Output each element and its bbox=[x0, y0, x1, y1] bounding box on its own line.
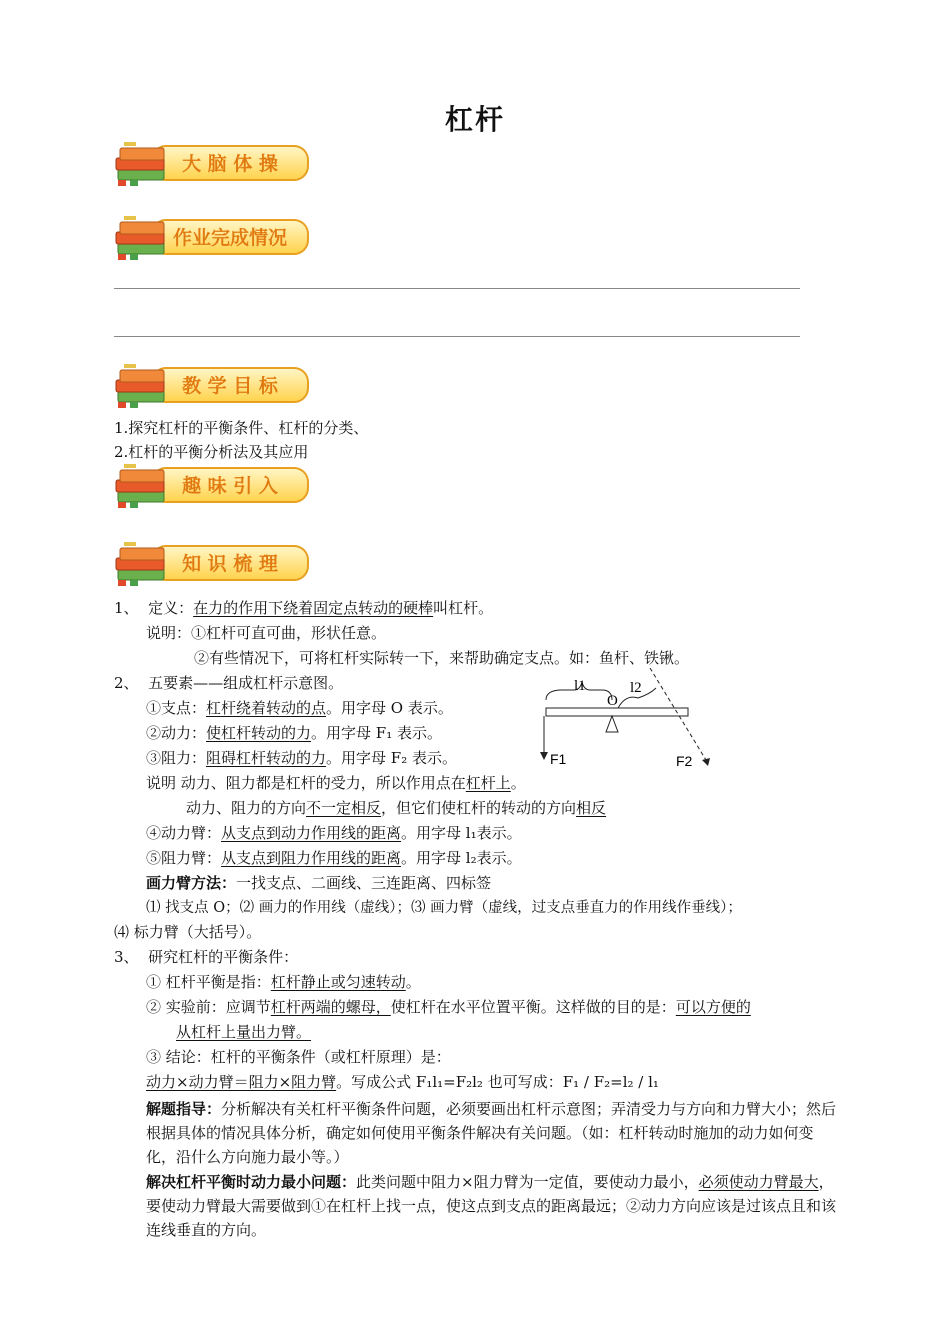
l1-label: l1 bbox=[574, 678, 586, 694]
bold-label: 解决杠杆平衡时动力最小问题： bbox=[146, 1173, 357, 1191]
text: 。用字母 l₂表示。 bbox=[401, 849, 522, 867]
point-line bbox=[146, 972, 421, 992]
underlined-text: 使杠杆转动的力 bbox=[206, 724, 312, 742]
guide-paragraph bbox=[146, 1097, 838, 1169]
note-line: 说明：①杠杆可直可曲，形状任意。 bbox=[146, 624, 387, 642]
section-banner-brain-exercise bbox=[114, 140, 314, 190]
books-icon bbox=[114, 214, 314, 264]
fulcrum bbox=[606, 716, 618, 732]
books-icon bbox=[114, 140, 314, 190]
text: 说明 动力、阻力都是杠杆的受力，所以作用点在 bbox=[146, 774, 466, 792]
text: ③阻力： bbox=[146, 749, 207, 767]
text: 使杠杆在水平位置平衡。这样做的目的是： bbox=[390, 998, 676, 1016]
underlined-text: 杠杆绕着转动的点 bbox=[206, 699, 327, 717]
underlined-text: 在力的作用下绕着固定点转动的硬棒 bbox=[193, 599, 434, 617]
underlined-text: 可以方便的 bbox=[675, 998, 751, 1016]
text: 分析解决有关杠杆平衡条件问题，必须要画出杠杆示意图；弄清受力与方向和力臂大小；然后根据具体的情况具体分析，确定如何使用平衡条件解决有关问题。（如：杠杆转动时施加的动力如何变化，沿什么方向施力最小等。） bbox=[146, 1100, 837, 1166]
f1-arrowhead bbox=[540, 752, 548, 760]
note-line bbox=[186, 798, 606, 818]
text: ①支点： bbox=[146, 699, 207, 717]
element-line bbox=[146, 848, 522, 868]
f2-arrowhead bbox=[702, 758, 710, 766]
note-line: ②有些情况下，可将杠杆实际转一下，来帮助确定支点。如：鱼杆、铁锹。 bbox=[194, 649, 690, 667]
section-banner-intro bbox=[114, 462, 314, 512]
lever-bar bbox=[546, 708, 688, 716]
point-line: ③ 结论：杠杆的平衡条件（或杠杆原理）是： bbox=[146, 1048, 451, 1066]
element-line bbox=[146, 823, 522, 843]
underlined-text: 从杠杆上量出力臂。 bbox=[176, 1023, 312, 1041]
section-banner-homework bbox=[114, 214, 314, 264]
lever-diagram bbox=[530, 668, 730, 778]
pivot-label: O bbox=[607, 693, 618, 709]
text: 。 bbox=[510, 774, 526, 792]
banner-label: 作业完成情况 bbox=[172, 227, 288, 249]
text: 。用字母 O 表示。 bbox=[326, 699, 453, 717]
note-line bbox=[146, 773, 526, 793]
underlined-text: 相反 bbox=[576, 799, 607, 817]
steps-line: ⑴ 找支点 O；⑵ 画力的作用线（虚线）；⑶ 画力臂（虚线，过支点垂直力的作用线作垂线）； bbox=[146, 900, 742, 916]
text: ，要使动力臂最大需要做到①在杠杆上找一点，使这点到支点的距离最远；②动力方向应该是过该点且和该连线垂直的方向。 bbox=[146, 1173, 837, 1239]
text: ，但它们使杠杆的转动的方向 bbox=[381, 799, 577, 817]
text: 。 bbox=[405, 973, 421, 991]
text: 一找支点、二画线、三连距离、四标签 bbox=[236, 874, 492, 892]
underlined-text: 从支点到阻力作用线的距离 bbox=[221, 849, 402, 867]
section-banner-goals bbox=[114, 362, 314, 412]
min-force-paragraph bbox=[146, 1170, 838, 1242]
goal-item: 1.探究杠杆的平衡条件、杠杆的分类、 bbox=[114, 419, 369, 437]
text: 五要素——组成杠杆示意图。 bbox=[148, 674, 344, 692]
banner-label: 知 识 梳 理 bbox=[182, 553, 278, 575]
section-banner-knowledge bbox=[114, 540, 314, 590]
method-line bbox=[146, 873, 491, 893]
point-line bbox=[146, 997, 751, 1017]
underlined-text: 从支点到动力作用线的距离 bbox=[221, 824, 402, 842]
text: ⑤阻力臂： bbox=[146, 849, 222, 867]
text: 。写成公式 F₁l₁=F₂l₂ 也可写成：F₁ / F₂=l₂ / l₁ bbox=[336, 1073, 659, 1091]
steps-line: ⑷ 标力臂（大括号）。 bbox=[114, 923, 262, 941]
underlined-text: 不一定相反 bbox=[306, 799, 382, 817]
element-line bbox=[146, 723, 442, 743]
text: 。用字母 F₁ 表示。 bbox=[311, 724, 442, 742]
underlined-text: 杠杆两端的螺母， bbox=[270, 998, 391, 1016]
banner-label: 趣 味 引 入 bbox=[182, 475, 278, 497]
banner-label: 教 学 目 标 bbox=[182, 375, 278, 397]
f1-label: F1 bbox=[550, 751, 567, 767]
formula-line bbox=[146, 1072, 659, 1092]
books-icon bbox=[114, 362, 314, 412]
text: ① 杠杆平衡是指： bbox=[146, 973, 271, 991]
text: 研究杠杆的平衡条件： bbox=[148, 948, 299, 966]
underlined-text: 必须使动力臂最大 bbox=[698, 1173, 819, 1191]
item-number: 2、 bbox=[114, 674, 139, 692]
books-icon bbox=[114, 462, 314, 512]
text: ②动力： bbox=[146, 724, 207, 742]
text: 定义： bbox=[148, 599, 194, 617]
text: ④动力臂： bbox=[146, 824, 222, 842]
underlined-text: 阻碍杠杆转动的力 bbox=[206, 749, 327, 767]
text: 。用字母 l₁表示。 bbox=[401, 824, 522, 842]
banner-label: 大 脑 体 操 bbox=[182, 153, 278, 175]
element-line bbox=[146, 698, 453, 718]
underlined-text: 动力×动力臂＝阻力×阻力臂 bbox=[146, 1073, 337, 1091]
l2-label: l2 bbox=[630, 680, 642, 696]
underlined-text: 杠杆静止或匀速转动 bbox=[270, 973, 406, 991]
answer-line bbox=[114, 288, 800, 289]
text: 此类问题中阻力×阻力臂为一定值，要使动力最小， bbox=[356, 1173, 699, 1191]
section-heading bbox=[114, 673, 343, 693]
definition-line bbox=[114, 598, 493, 618]
point-line-cont bbox=[176, 1022, 311, 1042]
goal-item: 2.杠杆的平衡分析法及其应用 bbox=[114, 443, 309, 461]
element-line bbox=[146, 748, 457, 768]
section-heading bbox=[114, 947, 298, 967]
text: 。用字母 F₂ 表示。 bbox=[326, 749, 457, 767]
page-title: 杠杆 bbox=[444, 103, 505, 136]
underlined-text: 杠杆上 bbox=[465, 774, 511, 792]
text: 动力、阻力的方向 bbox=[186, 799, 307, 817]
item-number: 1、 bbox=[114, 599, 139, 617]
bold-label: 画力臂方法： bbox=[146, 874, 237, 892]
text: ② 实验前：应调节 bbox=[146, 998, 271, 1016]
answer-line bbox=[114, 336, 800, 337]
item-number: 3、 bbox=[114, 948, 139, 966]
books-icon bbox=[114, 540, 314, 590]
bold-label: 解题指导： bbox=[146, 1100, 222, 1118]
text: 叫杠杆。 bbox=[433, 599, 494, 617]
f2-label: F2 bbox=[676, 753, 693, 769]
